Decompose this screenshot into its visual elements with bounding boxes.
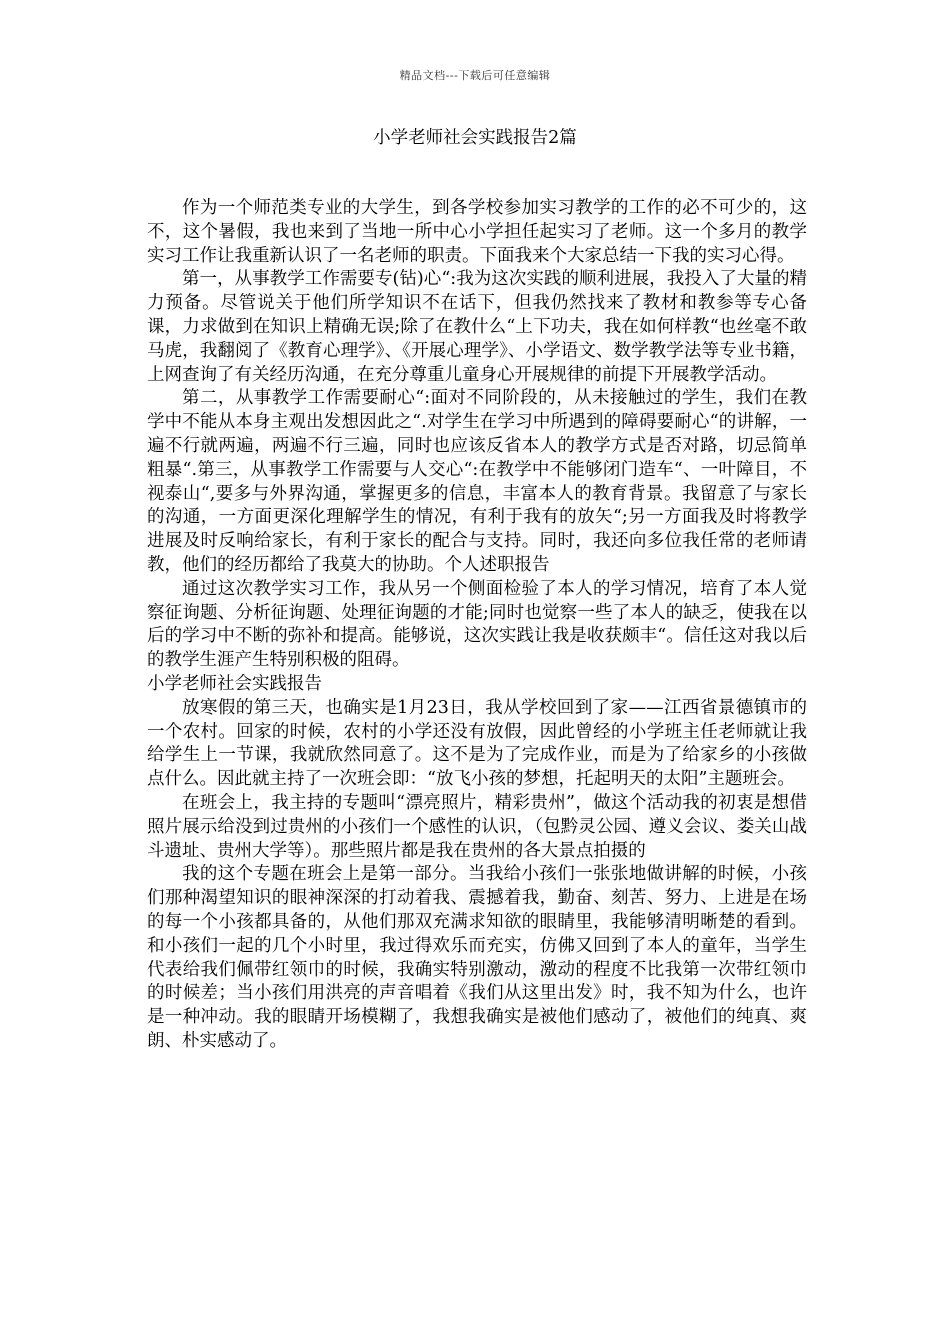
paragraph: 通过这次教学实习工作，我从另一个侧面检验了本人的学习情况，培育了本人觉察征询题、分析征询题、处理征询题的才能;同时也觉察一些了本人的缺乏，使我在以后的学习中不断的弥补和提高。能够说，这次实践让我是收获颇丰“。信任这对我以后的教学生涯产生特别积极的阻碍。 — [147, 578, 807, 671]
document-body — [147, 197, 807, 1054]
paragraph: 第二，从事教学工作需要耐心“:面对不同阶段的，从未接触过的学生，我们在教学中不能从本身主观出发想因此之“.对学生在学习中所遇到的障碍要耐心“的讲解，一遍不行就两遍，两遍不行三遍，同时也应该反省本人的教学方式是否对路，切忌简单粗暴“.第三，从事教学工作需要与人交心“:在教学中不能够闭门造车“、一叶障目，不视泰山“,要多与外界沟通，掌握更多的信息，丰富本人的教育背景。我留意了与家长的沟通，一方面更深化理解学生的情况，有利于我有的放矢“;另一方面我及时将教学进展及时反响给家长，有利于家长的配合与支持。同时，我还向多位我任常的老师请教，他们的经历都给了我莫大的协助。个人述职报告 — [147, 388, 807, 575]
document-title: 小学老师社会实践报告2篇 — [373, 128, 577, 148]
section-subtitle: 小学老师社会实践报告 — [147, 673, 322, 694]
paragraph: 第一，从事教学工作需要专(钻)心“:我为这次实践的顺利进展，我投入了大量的精力预备。尽管说关于他们所学知识不在话下，但我仍然找来了教材和教参等专心备课，力求做到在知识上精确无误;除了在教什么“上下功夫，我在如何样教“也丝毫不敢马虎，我翻阅了《教育心理学》、《开展心理学》、小学语文、数学教学法等专业书籍，上网查询了有关经历沟通，在充分尊重儿童身心开展规律的前提下开展教学活动。 — [147, 269, 807, 385]
paragraph: 放寒假的第三天，也确实是1月23日，我从学校回到了家——江西省景德镇市的一个农村。回家的时候，农村的小学还没有放假，因此曾经的小学班主任老师就让我给学生上一节课，我就欣然同意了。这不是为了完成作业，而是为了给家乡的小孩做点什么。因此就主持了一次班会即：“放飞小孩的梦想，托起明天的太阳”主题班会。 — [147, 697, 807, 790]
paragraph: 在班会上，我主持的专题叫“漂亮照片，精彩贵州”，做这个活动我的初衷是想借照片展示给没到过贵州的小孩们一个感性的认识，（包黔灵公园、遵义会议、娄关山战斗遗址、贵州大学等）。那些照片都是我在贵州的各大景点拍摄的 — [147, 792, 807, 861]
paragraph: 我的这个专题在班会上是第一部分。当我给小孩们一张张地做讲解的时候，小孩们那种渴望知识的眼神深深的打动着我、震撼着我，勤奋、刻苦、努力、上进是在场的每一个小孩都具备的，从他们那双充满求知欲的眼睛里，我能够清明晰楚的看到。和小孩们一起的几个小时里，我过得欢乐而充实，仿佛又回到了本人的童年，当学生代表给我们佩带红领巾的时候，我确实特别激动，激动的程度不比我第一次带红领巾的时候差；当小孩们用洪亮的声音唱着《我们从这里出发》时，我不知为什么，也许是一种冲动。我的眼睛开场模糊了，我想我确实是被他们感动了，被他们的纯真、爽朗、朴实感动了。 — [147, 864, 807, 1051]
paragraph: 作为一个师范类专业的大学生，到各学校参加实习教学的工作的必不可少的，这不，这个暑假，我也来到了当地一所中心小学担任起实习了老师。这一个多月的教学实习工作让我重新认识了一名老师的职责。下面我来个大家总结一下我的实习心得。 — [147, 198, 807, 266]
header-note: 精品文档---下载后可任意编辑 — [399, 69, 551, 82]
